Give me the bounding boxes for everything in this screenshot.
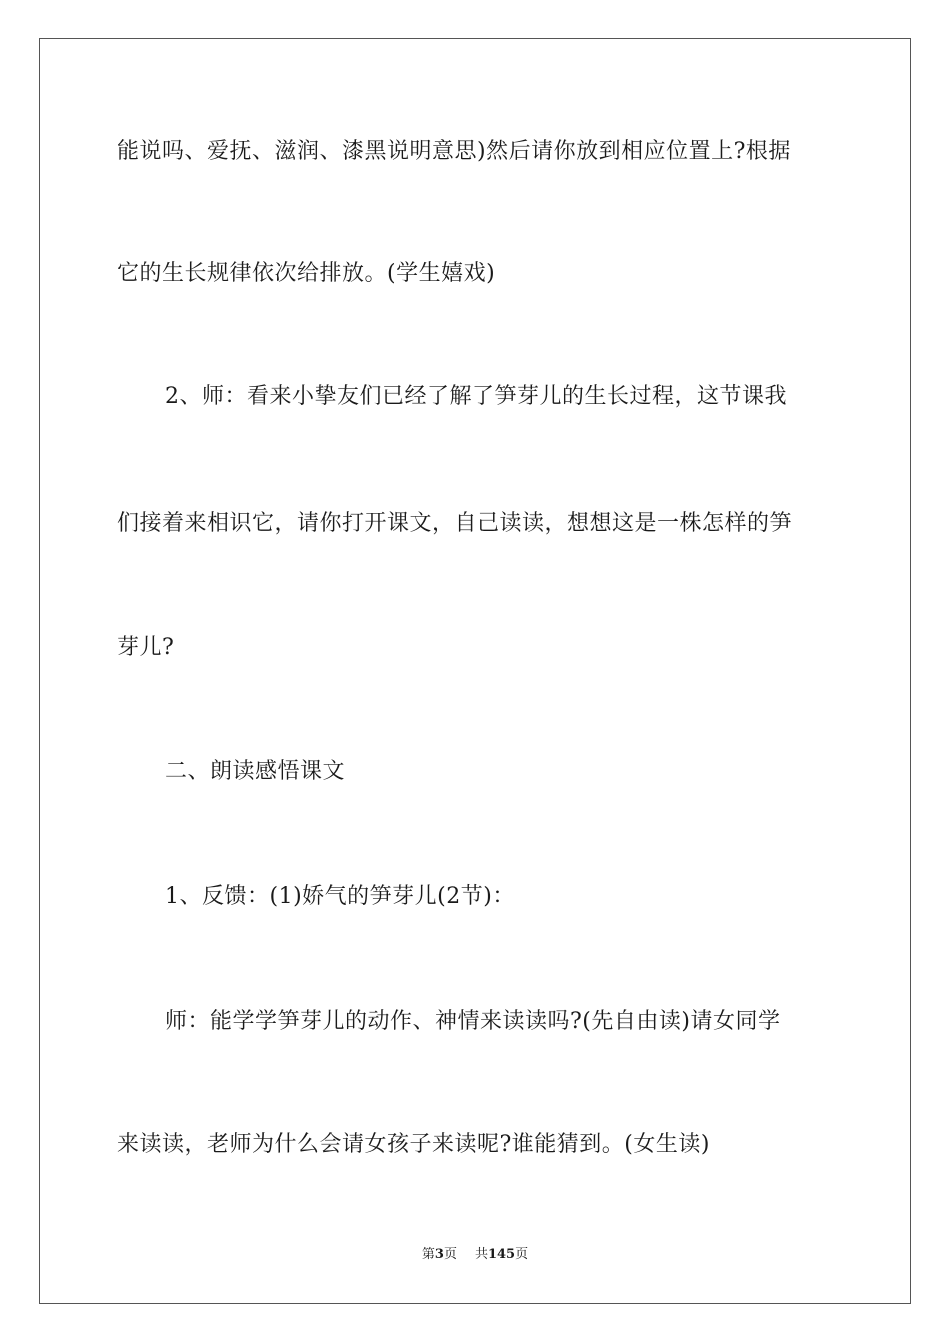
footer-prefix: 第 [421, 1247, 435, 1262]
footer-page-suffix: 页 [443, 1247, 457, 1262]
body-line-5: 芽儿? [117, 635, 175, 660]
section-heading: 二、朗读感悟课文 [165, 759, 346, 784]
footer-total-pages: 145 [487, 1247, 516, 1262]
body-line-9: 来读读，老师为什么会请女孩子来读呢?谁能猜到。(女生读) [117, 1132, 710, 1157]
body-line-1: 能说吗、爱抚、滋润、漆黑说明意思)然后请你放到相应位置上?根据 [117, 139, 791, 164]
footer-current-page: 3 [434, 1247, 444, 1262]
body-line-3: 2、师：看来小挚友们已经了解了笋芽儿的生长过程，这节课我 [165, 384, 787, 409]
body-line-8: 师：能学学笋芽儿的动作、神情来读读吗?(先自由读)请女同学 [165, 1009, 781, 1034]
body-line-4: 们接着来相识它，请你打开课文，自己读读，想想这是一株怎样的笋 [117, 511, 793, 536]
footer-total-suffix: 页 [515, 1247, 529, 1262]
body-line-7: 1、反馈：(1)娇气的笋芽儿(2节)： [165, 884, 515, 909]
footer-total-prefix: 共 [474, 1247, 488, 1262]
page-frame [39, 38, 911, 1304]
page-footer [0, 1246, 950, 1264]
body-line-2: 它的生长规律依次给排放。(学生嬉戏) [117, 261, 496, 286]
